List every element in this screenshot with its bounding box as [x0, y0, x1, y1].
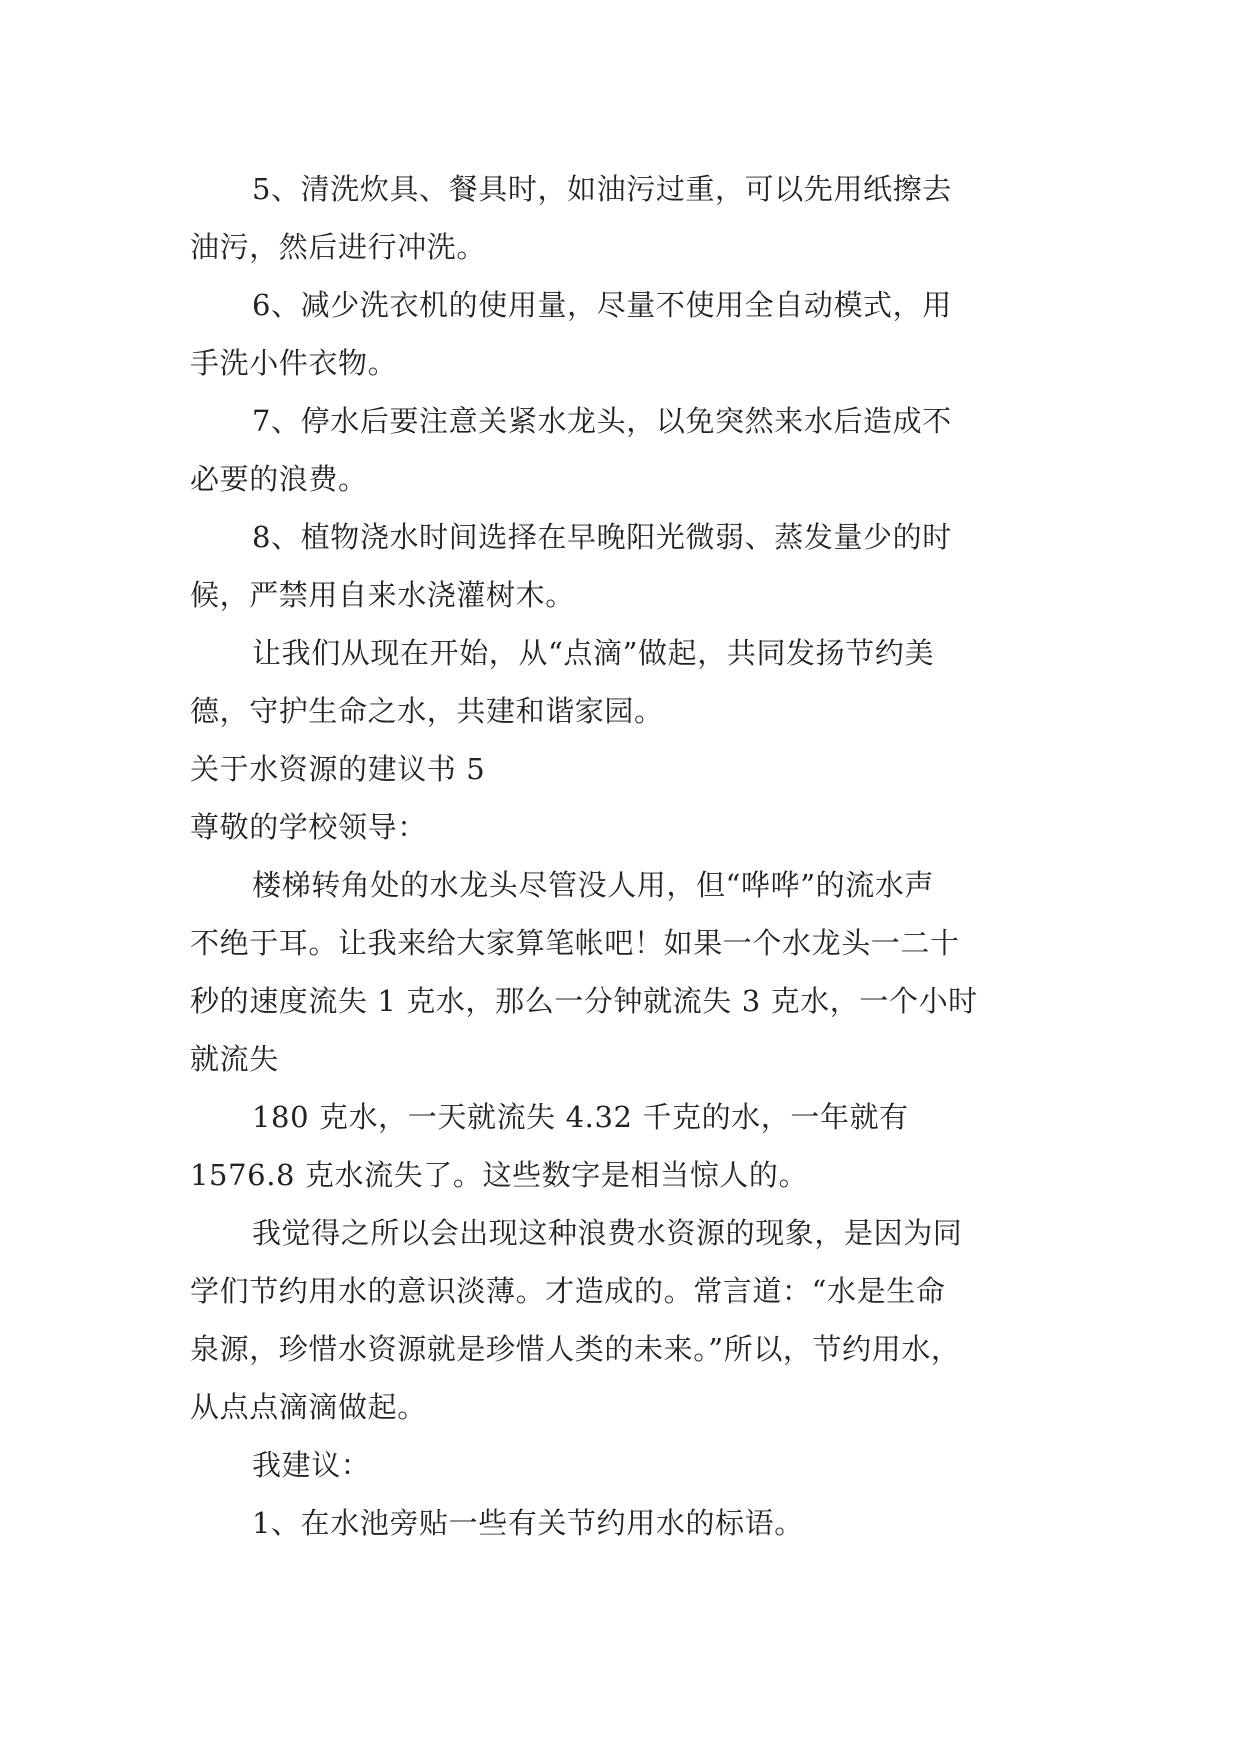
paragraph-line: 6、减少洗衣机的使用量，尽量不使用全自动模式，用	[252, 288, 952, 322]
paragraph-line: 学们节约用水的意识淡薄。才造成的。常言道：“水是生命	[190, 1274, 946, 1308]
paragraph-line: 5、清洗炊具、餐具时，如油污过重，可以先用纸擦去	[252, 172, 952, 206]
paragraph-line: 我建议：	[252, 1448, 371, 1482]
paragraph-line: 秒的速度流失 1 克水，那么一分钟就流失 3 克水，一个小时	[190, 984, 978, 1018]
paragraph-line: 让我们从现在开始，从“点滴”做起，共同发扬节约美	[252, 636, 935, 670]
paragraph-line: 8、植物浇水时间选择在早晚阳光微弱、蒸发量少的时	[252, 520, 952, 554]
paragraph-line: 1、在水池旁贴一些有关节约用水的标语。	[252, 1506, 804, 1540]
paragraph-line: 必要的浪费。	[190, 462, 368, 496]
paragraph-line: 楼梯转角处的水龙头尽管没人用，但“哗哗”的流水声	[252, 868, 935, 902]
section-title: 关于水资源的建议书 5	[190, 752, 486, 786]
salutation: 尊敬的学校领导：	[190, 810, 427, 844]
paragraph-line: 就流失	[190, 1042, 279, 1076]
paragraph-line: 候，严禁用自来水浇灌树木。	[190, 578, 575, 612]
paragraph-line: 7、停水后要注意关紧水龙头，以免突然来水后造成不	[252, 404, 952, 438]
document-body	[190, 160, 1050, 1552]
paragraph-line: 不绝于耳。让我来给大家算笔帐吧！如果一个水龙头一二十	[190, 926, 960, 960]
paragraph-line: 德，守护生命之水，共建和谐家园。	[190, 694, 664, 728]
paragraph-line: 我觉得之所以会出现这种浪费水资源的现象，是因为同	[252, 1216, 963, 1250]
paragraph-line: 1576.8 克水流失了。这些数字是相当惊人的。	[190, 1158, 809, 1192]
paragraph-line: 180 克水，一天就流失 4.32 千克的水，一年就有	[252, 1100, 909, 1134]
paragraph-line: 油污，然后进行冲洗。	[190, 230, 487, 264]
paragraph-line: 手洗小件衣物。	[190, 346, 398, 380]
paragraph-line: 泉源，珍惜水资源就是珍惜人类的未来。”所以，节约用水，	[190, 1332, 961, 1366]
paragraph-line: 从点点滴滴做起。	[190, 1390, 427, 1424]
